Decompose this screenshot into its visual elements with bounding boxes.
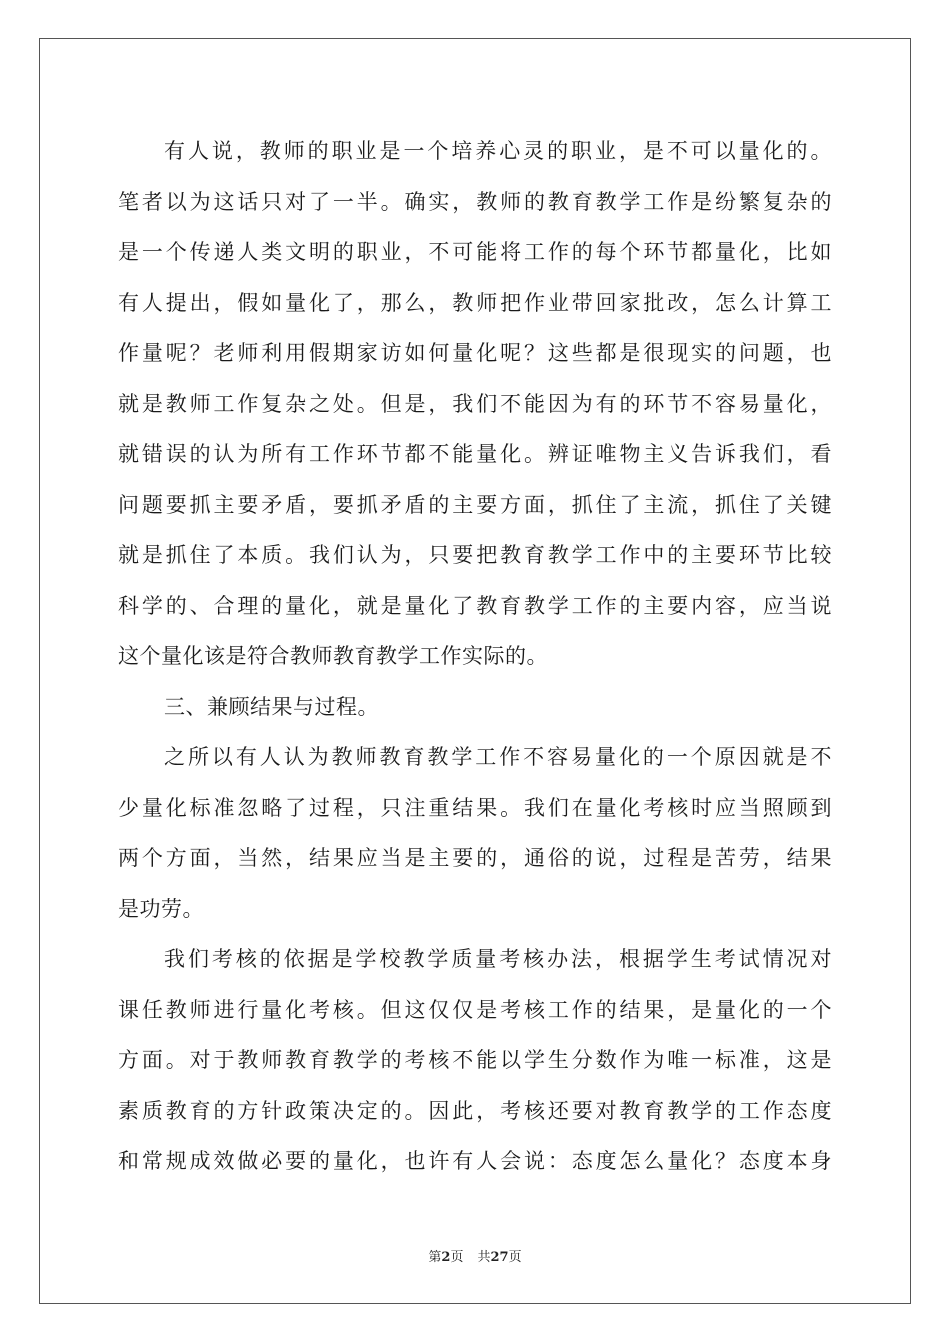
- paragraph-line: 就错误的认为所有工作环节都不能量化。辨证唯物主义告诉我们，看: [118, 442, 832, 466]
- paragraph-line: 之所以有人认为教师教育教学工作不容易量化的一个原因就是不: [164, 745, 832, 769]
- paragraph-line: 就是教师工作复杂之处。但是，我们不能因为有的环节不容易量化，: [118, 391, 832, 416]
- paragraph-line: 笔者以为这话只对了一半。确实，教师的教育教学工作是纷繁复杂的: [118, 189, 832, 214]
- paragraph-line: 问题要抓主要矛盾，要抓矛盾的主要方面，抓住了主流，抓住了关键: [118, 492, 832, 517]
- paragraph-line: 这个量化该是符合教师教育教学工作实际的。: [118, 644, 548, 668]
- paragraph-line: 有人提出，假如量化了，那么，教师把作业带回家批改，怎么计算工: [118, 290, 832, 315]
- page-suffix: 页: [450, 1250, 464, 1265]
- paragraph-line: 有人说，教师的职业是一个培养心灵的职业，是不可以量化的。: [164, 139, 832, 163]
- paragraph-line: 就是抓住了本质。我们认为，只要把教育教学工作中的主要环节比较: [118, 543, 832, 567]
- paragraph-line: 方面。对于教师教育教学的考核不能以学生分数作为唯一标准，这是: [118, 1048, 832, 1072]
- page-prefix: 第: [428, 1250, 442, 1265]
- total-pages: 27: [490, 1250, 509, 1265]
- paragraph-line: 两个方面，当然，结果应当是主要的，通俗的说，过程是苦劳，结果: [118, 846, 832, 870]
- document-body: [118, 126, 832, 1187]
- paragraph-line: 素质教育的方针政策决定的。因此，考核还要对教育教学的工作态度: [118, 1098, 832, 1123]
- section-heading: 三、兼顾结果与过程。: [164, 694, 379, 719]
- page-footer: [0, 1246, 950, 1265]
- total-suffix: 页: [508, 1250, 522, 1265]
- paragraph-line: 课任教师进行量化考核。但这仅仅是考核工作的结果，是量化的一个: [118, 997, 832, 1022]
- paragraph-line: 科学的、合理的量化，就是量化了教育教学工作的主要内容，应当说: [118, 593, 832, 618]
- paragraph-line: 和常规成效做必要的量化，也许有人会说：态度怎么量化？态度本身: [118, 1149, 832, 1173]
- total-prefix: 共: [477, 1250, 491, 1265]
- paragraph-line: 我们考核的依据是学校教学质量考核办法，根据学生考试情况对: [164, 947, 832, 971]
- paragraph-line: 是一个传递人类文明的职业，不可能将工作的每个环节都量化，比如: [118, 240, 832, 264]
- page-number: 2: [441, 1250, 451, 1265]
- paragraph-line: 是功劳。: [118, 896, 204, 921]
- paragraph-line: 少量化标准忽略了过程，只注重结果。我们在量化考核时应当照顾到: [118, 795, 832, 820]
- paragraph-line: 作量呢？老师利用假期家访如何量化呢？这些都是很现实的问题，也: [118, 341, 832, 365]
